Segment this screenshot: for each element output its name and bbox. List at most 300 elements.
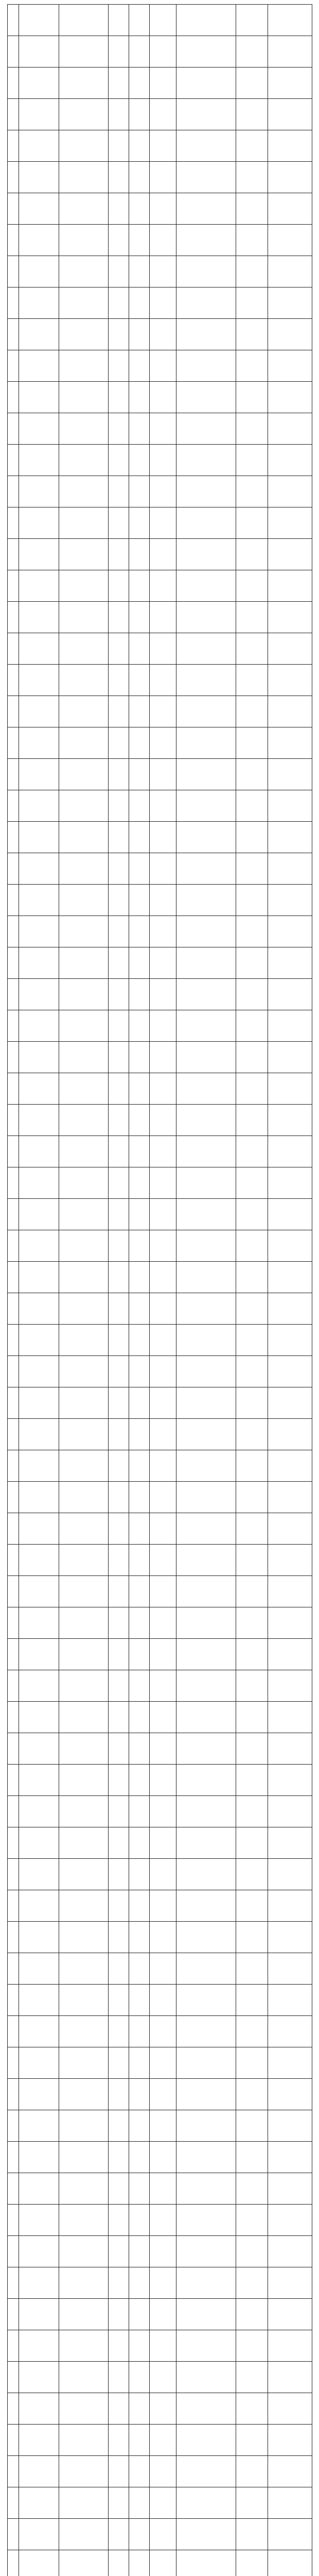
cell-reg-no-col [150,822,176,853]
cell-date-col [236,193,268,225]
cell-company-col [59,885,109,916]
cell-authority-col [268,2236,312,2267]
cell-reg-no-col [150,1953,176,1985]
column-header-credit-code-col [19,5,59,36]
cell-rep-col [109,1262,129,1293]
cell-credit-code-col [19,1953,59,1985]
cell-reg-no-col [150,1419,176,1450]
cell-authority-col [268,916,312,947]
cell-credit-code-col [19,665,59,696]
cell-company-col [59,1985,109,2016]
cell-region-col [129,1576,150,1607]
cell-authority-col [268,1450,312,1482]
cell-address-col [176,2047,236,2079]
cell-company-col [59,633,109,665]
cell-region-col [129,1105,150,1136]
cell-reg-no-col [150,2393,176,2425]
cell-company-col [59,979,109,1010]
table-row [8,1482,312,1513]
column-header-reg-no-col [150,5,176,36]
cell-reg-no-col [150,1513,176,1545]
cell-rep-col [109,1513,129,1545]
cell-credit-code-col [19,1827,59,1859]
cell-date-col [236,727,268,759]
cell-company-col [59,1387,109,1419]
cell-region-col [129,2425,150,2456]
cell-date-col [236,2362,268,2393]
cell-authority-col [268,1922,312,1953]
cell-authority-col [268,1073,312,1105]
cell-company-col [59,947,109,979]
column-header-address-col [176,5,236,36]
table-row [8,1765,312,1796]
cell-credit-code-col [19,2047,59,2079]
cell-region-col [129,1010,150,1042]
cell-company-col [59,1105,109,1136]
cell-address-col [176,1262,236,1293]
cell-date-col [236,445,268,476]
cell-address-col [176,2330,236,2362]
cell-date-col [236,2299,268,2330]
cell-credit-code-col [19,2267,59,2299]
cell-address-col [176,476,236,507]
cell-seq-col [8,1356,19,1387]
cell-date-col [236,130,268,162]
cell-seq-col [8,2393,19,2425]
cell-seq-col [8,1985,19,2016]
cell-company-col [59,445,109,476]
cell-reg-no-col [150,539,176,570]
cell-address-col [176,2456,236,2487]
cell-seq-col [8,445,19,476]
table-row [8,1985,312,2016]
cell-rep-col [109,727,129,759]
cell-rep-col [109,2550,129,2576]
cell-date-col [236,1953,268,1985]
cell-region-col [129,413,150,445]
cell-credit-code-col [19,2016,59,2047]
cell-date-col [236,99,268,130]
cell-reg-no-col [150,1042,176,1073]
cell-seq-col [8,1387,19,1419]
cell-region-col [129,1890,150,1922]
cell-authority-col [268,602,312,633]
table-row [8,2267,312,2299]
cell-rep-col [109,1356,129,1387]
cell-authority-col [268,130,312,162]
cell-seq-col [8,319,19,350]
cell-date-col [236,225,268,256]
cell-date-col [236,162,268,193]
cell-company-col [59,1450,109,1482]
cell-authority-col [268,1702,312,1733]
cell-address-col [176,1545,236,1576]
table-row [8,1136,312,1167]
cell-reg-no-col [150,853,176,885]
cell-rep-col [109,2047,129,2079]
cell-credit-code-col [19,2142,59,2173]
cell-seq-col [8,790,19,822]
cell-authority-col [268,1953,312,1985]
cell-seq-col [8,1482,19,1513]
cell-company-col [59,67,109,99]
cell-seq-col [8,1922,19,1953]
cell-credit-code-col [19,1262,59,1293]
cell-reg-no-col [150,36,176,67]
table-row [8,1293,312,1325]
cell-seq-col [8,1450,19,1482]
cell-region-col [129,130,150,162]
cell-region-col [129,1733,150,1765]
cell-region-col [129,162,150,193]
cell-authority-col [268,790,312,822]
cell-seq-col [8,1419,19,1450]
cell-rep-col [109,162,129,193]
cell-credit-code-col [19,2110,59,2142]
cell-address-col [176,1859,236,1890]
cell-region-col [129,507,150,539]
cell-authority-col [268,99,312,130]
table-row [8,979,312,1010]
cell-date-col [236,885,268,916]
cell-region-col [129,1230,150,1262]
cell-company-col [59,1356,109,1387]
cell-region-col [129,633,150,665]
cell-authority-col [268,570,312,602]
cell-rep-col [109,1576,129,1607]
cell-authority-col [268,1639,312,1670]
cell-rep-col [109,2016,129,2047]
cell-address-col [176,1890,236,1922]
cell-credit-code-col [19,570,59,602]
cell-company-col [59,1513,109,1545]
cell-region-col [129,1796,150,1827]
cell-authority-col [268,67,312,99]
cell-address-col [176,1042,236,1073]
cell-address-col [176,2487,236,2519]
cell-company-col [59,1419,109,1450]
cell-reg-no-col [150,2267,176,2299]
cell-reg-no-col [150,2205,176,2236]
cell-reg-no-col [150,2142,176,2173]
cell-seq-col [8,36,19,67]
cell-reg-no-col [150,1325,176,1356]
cell-reg-no-col [150,1859,176,1890]
cell-reg-no-col [150,1293,176,1325]
cell-reg-no-col [150,1765,176,1796]
cell-rep-col [109,633,129,665]
cell-reg-no-col [150,2362,176,2393]
cell-address-col [176,2393,236,2425]
cell-region-col [129,1702,150,1733]
cell-credit-code-col [19,1639,59,1670]
cell-seq-col [8,1513,19,1545]
cell-credit-code-col [19,1670,59,1702]
cell-region-col [129,979,150,1010]
cell-date-col [236,822,268,853]
cell-seq-col [8,1010,19,1042]
cell-reg-no-col [150,2425,176,2456]
cell-authority-col [268,319,312,350]
cell-reg-no-col [150,1199,176,1230]
table-row [8,287,312,319]
cell-company-col [59,2550,109,2576]
cell-address-col [176,727,236,759]
column-header-date-col [236,5,268,36]
cell-reg-no-col [150,1576,176,1607]
cell-date-col [236,1010,268,1042]
cell-address-col [176,193,236,225]
cell-authority-col [268,885,312,916]
table-row [8,445,312,476]
cell-date-col [236,1293,268,1325]
cell-authority-col [268,1513,312,1545]
cell-date-col [236,916,268,947]
table-row [8,602,312,633]
cell-region-col [129,2362,150,2393]
cell-date-col [236,1450,268,1482]
cell-credit-code-col [19,1482,59,1513]
cell-seq-col [8,727,19,759]
cell-rep-col [109,822,129,853]
cell-company-col [59,256,109,287]
cell-company-col [59,2236,109,2267]
cell-reg-no-col [150,790,176,822]
cell-company-col [59,696,109,727]
cell-rep-col [109,2299,129,2330]
cell-rep-col [109,947,129,979]
cell-reg-no-col [150,67,176,99]
cell-authority-col [268,1325,312,1356]
cell-region-col [129,319,150,350]
cell-address-col [176,2079,236,2110]
table-row [8,2110,312,2142]
cell-address-col [176,2425,236,2456]
cell-authority-col [268,1419,312,1450]
cell-company-col [59,2299,109,2330]
cell-authority-col [268,2205,312,2236]
cell-region-col [129,602,150,633]
cell-reg-no-col [150,633,176,665]
column-header-region-col [129,5,150,36]
cell-rep-col [109,1922,129,1953]
cell-date-col [236,1230,268,1262]
cell-address-col [176,36,236,67]
cell-address-col [176,1827,236,1859]
cell-seq-col [8,2330,19,2362]
cell-company-col [59,602,109,633]
cell-region-col [129,67,150,99]
cell-reg-no-col [150,445,176,476]
cell-credit-code-col [19,2079,59,2110]
cell-reg-no-col [150,979,176,1010]
cell-company-col [59,853,109,885]
cell-seq-col [8,162,19,193]
cell-rep-col [109,1105,129,1136]
cell-rep-col [109,1765,129,1796]
cell-address-col [176,1450,236,1482]
cell-authority-col [268,633,312,665]
cell-address-col [176,2519,236,2550]
cell-rep-col [109,507,129,539]
table-row [8,1450,312,1482]
cell-company-col [59,2393,109,2425]
cell-credit-code-col [19,1796,59,1827]
cell-reg-no-col [150,1639,176,1670]
cell-rep-col [109,1545,129,1576]
cell-region-col [129,1356,150,1387]
cell-address-col [176,287,236,319]
cell-credit-code-col [19,130,59,162]
cell-credit-code-col [19,225,59,256]
cell-company-col [59,1859,109,1890]
cell-reg-no-col [150,162,176,193]
cell-credit-code-col [19,1545,59,1576]
cell-rep-col [109,1010,129,1042]
cell-reg-no-col [150,665,176,696]
cell-reg-no-col [150,1702,176,1733]
cell-reg-no-col [150,2079,176,2110]
cell-reg-no-col [150,413,176,445]
cell-rep-col [109,413,129,445]
cell-date-col [236,2110,268,2142]
table-row [8,2362,312,2393]
cell-date-col [236,507,268,539]
cell-authority-col [268,1230,312,1262]
cell-address-col [176,2550,236,2576]
cell-seq-col [8,2487,19,2519]
table-row [8,1105,312,1136]
cell-credit-code-col [19,2425,59,2456]
cell-company-col [59,822,109,853]
table-row [8,1670,312,1702]
cell-reg-no-col [150,2487,176,2519]
cell-company-col [59,507,109,539]
cell-company-col [59,1136,109,1167]
cell-address-col [176,2362,236,2393]
cell-date-col [236,2519,268,2550]
cell-date-col [236,2016,268,2047]
cell-reg-no-col [150,1545,176,1576]
cell-region-col [129,947,150,979]
cell-authority-col [268,1670,312,1702]
table-row [8,2079,312,2110]
table-row [8,130,312,162]
cell-authority-col [268,445,312,476]
cell-authority-col [268,36,312,67]
cell-authority-col [268,256,312,287]
cell-address-col [176,1702,236,1733]
cell-seq-col [8,382,19,413]
cell-credit-code-col [19,1922,59,1953]
cell-credit-code-col [19,319,59,350]
cell-reg-no-col [150,287,176,319]
cell-rep-col [109,1639,129,1670]
cell-seq-col [8,99,19,130]
cell-authority-col [268,947,312,979]
cell-authority-col [268,1765,312,1796]
cell-reg-no-col [150,2110,176,2142]
cell-rep-col [109,2519,129,2550]
table-row [8,2047,312,2079]
column-header-company-col [59,5,109,36]
cell-reg-no-col [150,1670,176,1702]
cell-seq-col [8,287,19,319]
cell-company-col [59,665,109,696]
cell-rep-col [109,1167,129,1199]
cell-seq-col [8,2362,19,2393]
table-row [8,570,312,602]
cell-address-col [176,350,236,382]
cell-seq-col [8,885,19,916]
cell-authority-col [268,476,312,507]
cell-company-col [59,1042,109,1073]
cell-address-col [176,1953,236,1985]
cell-authority-col [268,979,312,1010]
cell-rep-col [109,2110,129,2142]
cell-rep-col [109,2173,129,2205]
cell-authority-col [268,2330,312,2362]
table-header-row [8,5,312,36]
cell-company-col [59,99,109,130]
cell-reg-no-col [150,99,176,130]
cell-reg-no-col [150,256,176,287]
cell-address-col [176,602,236,633]
table-row [8,2236,312,2267]
cell-date-col [236,1985,268,2016]
cell-seq-col [8,2016,19,2047]
cell-seq-col [8,2205,19,2236]
cell-rep-col [109,1859,129,1890]
table-row [8,1576,312,1607]
cell-credit-code-col [19,350,59,382]
cell-credit-code-col [19,1356,59,1387]
cell-date-col [236,1325,268,1356]
cell-address-col [176,2299,236,2330]
cell-address-col [176,696,236,727]
cell-reg-no-col [150,507,176,539]
cell-credit-code-col [19,885,59,916]
cell-company-col [59,539,109,570]
cell-authority-col [268,1105,312,1136]
cell-company-col [59,1325,109,1356]
cell-company-col [59,2362,109,2393]
table-row [8,67,312,99]
cell-date-col [236,1262,268,1293]
cell-rep-col [109,287,129,319]
cell-region-col [129,539,150,570]
cell-authority-col [268,193,312,225]
table-row [8,633,312,665]
cell-seq-col [8,1827,19,1859]
cell-address-col [176,1796,236,1827]
cell-seq-col [8,1859,19,1890]
table-row [8,382,312,413]
cell-rep-col [109,193,129,225]
cell-credit-code-col [19,2236,59,2267]
cell-region-col [129,1262,150,1293]
cell-authority-col [268,1607,312,1639]
cell-reg-no-col [150,2519,176,2550]
cell-region-col [129,36,150,67]
table-row [8,2456,312,2487]
cell-authority-col [268,822,312,853]
cell-date-col [236,2173,268,2205]
cell-address-col [176,2016,236,2047]
cell-date-col [236,1356,268,1387]
cell-rep-col [109,476,129,507]
table-row [8,1733,312,1765]
